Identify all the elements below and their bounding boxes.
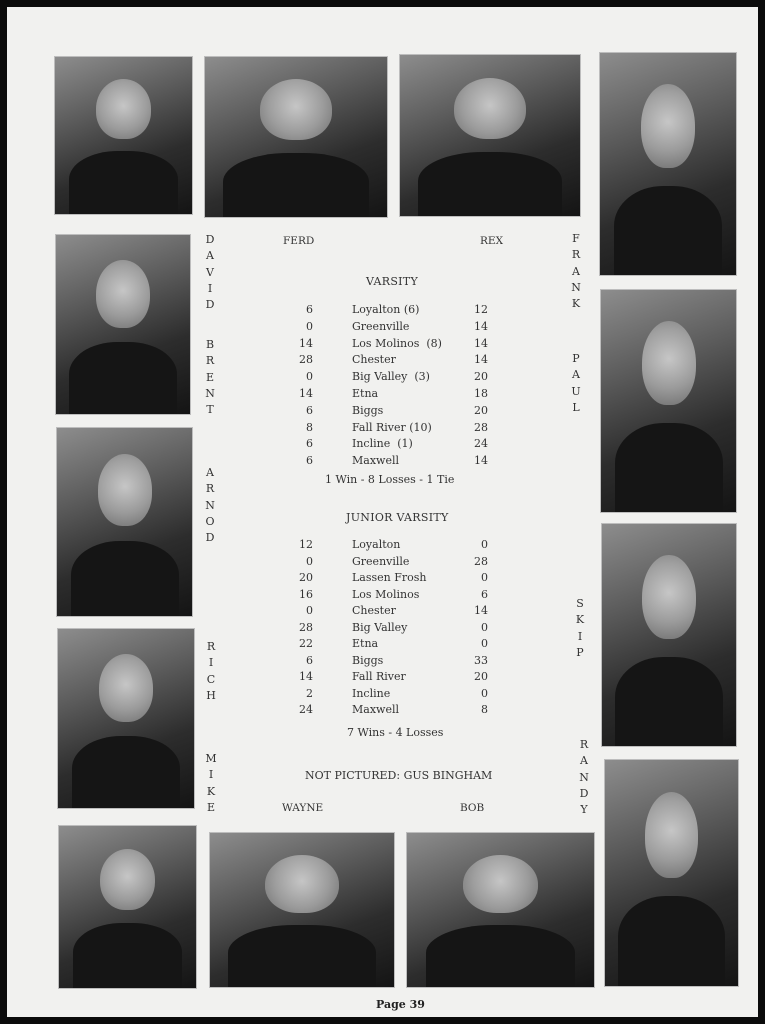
home-score: 14 [299, 670, 313, 683]
opponent-name: Lassen Frosh [352, 571, 427, 584]
opponent-score: 0 [481, 538, 488, 551]
player-photo-rich [57, 628, 195, 809]
home-score: 0 [306, 319, 313, 333]
player-photo-bob [406, 832, 595, 988]
jv-heading: JUNIOR VARSITY [346, 511, 449, 524]
home-score: 0 [306, 604, 313, 617]
name-frank: F R A N K [571, 232, 581, 311]
home-score: 28 [299, 353, 313, 367]
name-skip: S K I P [575, 597, 585, 659]
home-score: 2 [306, 686, 313, 700]
opponent-score: 0 [481, 620, 488, 634]
name-mike: M I K E [205, 752, 217, 814]
player-photo-paul [600, 289, 737, 513]
opponent-score: 14 [474, 353, 488, 367]
player-photo-david-brent [55, 234, 191, 415]
opponent-name: Biggs [352, 653, 384, 667]
opponent-name: Los Molinos [352, 587, 420, 601]
opponent-name: Loyalton [352, 538, 401, 551]
opponent-score: 20 [474, 670, 488, 683]
player-photo-skip [601, 523, 737, 747]
home-score: 12 [299, 538, 313, 551]
opponent-score: 20 [474, 370, 488, 384]
name-brent: B R E N T [205, 338, 215, 417]
home-score: 20 [299, 571, 313, 584]
opponent-score: 0 [481, 571, 488, 584]
opponent-score: 14 [474, 454, 488, 468]
opponent-name: Etna [352, 637, 379, 650]
not-pictured-note: NOT PICTURED: GUS BINGHAM [305, 769, 493, 782]
name-david: D A V I D [205, 233, 215, 312]
opponent-score: 12 [474, 303, 488, 316]
home-score: 14 [299, 336, 313, 350]
opponent-name: Fall River [352, 670, 406, 683]
varsity-heading: VARSITY [366, 275, 419, 288]
home-score: 22 [299, 637, 313, 650]
opponent-name: Big Valley (3) [352, 370, 430, 384]
opponent-score: 8 [481, 703, 488, 716]
home-score: 6 [306, 403, 313, 417]
home-score: 0 [306, 554, 313, 568]
name-paul: P A U L [571, 352, 581, 414]
opponent-score: 20 [474, 403, 488, 417]
name-arnod: A R N O D [205, 466, 215, 545]
player-photo-mike [58, 825, 197, 989]
opponent-name: Chester [352, 353, 396, 367]
opponent-name: Incline (1) [352, 437, 413, 451]
opponent-name: Big Valley [352, 620, 408, 634]
opponent-score: 0 [481, 686, 488, 700]
home-score: 24 [299, 703, 313, 716]
opponent-name: Fall River (10) [352, 420, 432, 434]
opponent-score: 28 [474, 420, 488, 434]
home-score: 8 [306, 420, 313, 434]
player-photo-top-1 [54, 56, 193, 215]
opponent-name: Biggs [352, 403, 384, 417]
opponent-name: Loyalton (6) [352, 303, 420, 316]
player-photo-arnod [56, 427, 193, 617]
opponent-score: 28 [474, 554, 488, 568]
opponent-score: 14 [474, 336, 488, 350]
home-score: 6 [306, 454, 313, 468]
varsity-record: 1 Win - 8 Losses - 1 Tie [325, 473, 455, 486]
home-score: 14 [299, 387, 313, 400]
player-photo-frank [599, 52, 737, 276]
jv-record: 7 Wins - 4 Losses [347, 726, 444, 739]
opponent-score: 6 [481, 587, 488, 601]
page-number: Page 39 [376, 998, 425, 1011]
opponent-name: Incline [352, 686, 391, 700]
opponent-name: Maxwell [352, 454, 399, 468]
name-wayne: WAYNE [282, 802, 324, 814]
home-score: 6 [306, 653, 313, 667]
opponent-name: Maxwell [352, 703, 399, 716]
player-photo-wayne [209, 832, 395, 988]
name-ferd: FERD [283, 235, 315, 247]
name-randy: R A N D Y [579, 738, 589, 817]
opponent-name: Greenville [352, 554, 410, 568]
opponent-score: 18 [474, 387, 488, 400]
opponent-score: 14 [474, 604, 488, 617]
name-rex: REX [480, 235, 504, 247]
opponent-score: 33 [474, 653, 488, 667]
opponent-score: 24 [474, 437, 488, 451]
player-photo-rex [399, 54, 581, 217]
opponent-name: Greenville [352, 319, 410, 333]
opponent-name: Chester [352, 604, 396, 617]
opponent-score: 14 [474, 319, 488, 333]
player-photo-randy [604, 759, 739, 987]
home-score: 6 [306, 303, 313, 316]
home-score: 0 [306, 370, 313, 384]
opponent-score: 0 [481, 637, 488, 650]
home-score: 6 [306, 437, 313, 451]
home-score: 16 [299, 587, 313, 601]
player-photo-ferd [204, 56, 388, 218]
home-score: 28 [299, 620, 313, 634]
name-rich: R I C H [206, 640, 216, 702]
yearbook-page [7, 7, 758, 1017]
name-bob: BOB [460, 802, 485, 814]
opponent-name: Los Molinos (8) [352, 336, 442, 350]
opponent-name: Etna [352, 387, 379, 400]
